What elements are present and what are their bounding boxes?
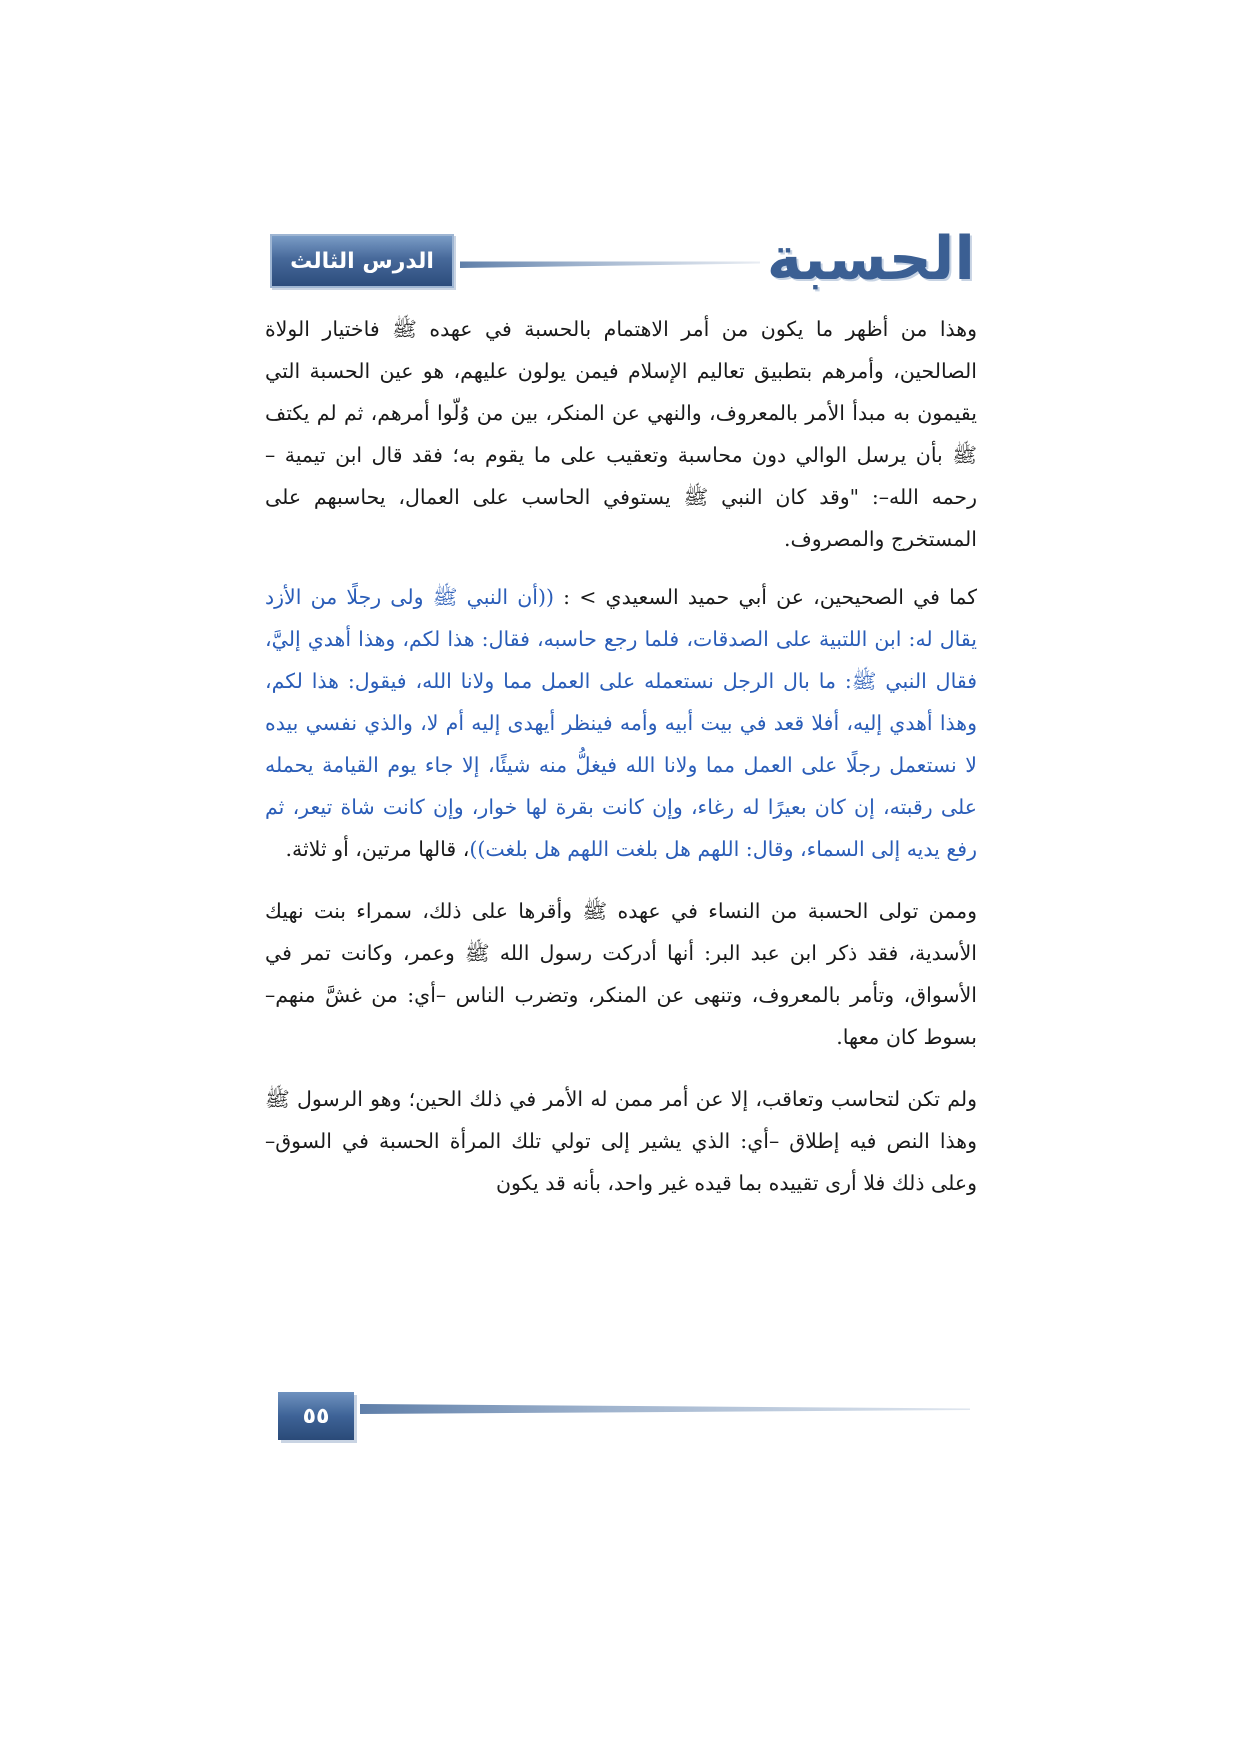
page-title: الحسبة xyxy=(766,224,975,294)
page-number: ٥٥ xyxy=(302,1403,330,1429)
hadith-outro: ، قالها مرتين، أو ثلاثة. xyxy=(285,837,470,861)
paragraph-2 xyxy=(265,576,977,870)
footer-divider xyxy=(360,1404,970,1414)
paragraph-4 xyxy=(265,1078,977,1204)
paragraph-3 xyxy=(265,890,977,1058)
paragraph-text: ولم تكن لتحاسب وتعاقب، إلا عن أمر ممن له الأمر في ذلك الحين؛ وهو الرسول ﷺ وهذا النص فيه إطلاق –أي: الذي يشير إلى تولي تلك المرأة الحسبة في السوق– وعلى ذلك فلا أرى تقييده بما قيده غير واحد، بأنه قد يكون xyxy=(265,1087,977,1195)
hadith-intro: كما في الصحيحين، عن أبي حميد السعيدي > : xyxy=(553,585,977,609)
hadith-quote: ((أن النبي ﷺ ولى رجلًا من الأزد يقال له: ابن اللتبية على الصدقات، فلما رجع حاسبه، فقال: هذا لكم، وهذا أهدي إليَّ، فقال النبي ﷺ: ما بال الرجل نستعمله على العمل مما ولانا الله، فيقول: هذا لكم، وهذا أهدي إليه، أفلا قعد في بيت أبيه وأمه فينظر أيهدى إليه أم لا، والذي نفسي بيده لا نستعمل رجلًا على العمل مما ولانا الله فيغلُّ منه شيئًا، إلا جاء يوم القيامة يحمله على رقبته، إن كان بعيرًا له رغاء، وإن كانت بقرة لها خوار، وإن كانت شاة تيعر، ثم رفع يديه إلى السماء، وقال: اللهم هل بلغت اللهم هل بلغت)) xyxy=(265,585,977,861)
paragraph-1 xyxy=(265,308,977,560)
body-text xyxy=(265,308,977,1224)
lesson-badge xyxy=(270,234,454,288)
header-divider xyxy=(460,258,760,268)
lesson-label: الدرس الثالث xyxy=(290,248,434,274)
paragraph-text: وممن تولى الحسبة من النساء في عهده ﷺ وأقرها على ذلك، سمراء بنت نهيك الأسدية، فقد ذكر ابن عبد البر: أنها أدركت رسول الله ﷺ وعمر، وكانت تمر في الأسواق، وتأمر بالمعروف، وتنهى عن المنكر، وتضرب الناس –أي: من غشَّ منهم– بسوط كان معها. xyxy=(265,899,977,1049)
paragraph-text: وهذا من أظهر ما يكون من أمر الاهتمام بالحسبة في عهده ﷺ فاختيار الولاة الصالحين، وأمرهم بتطبيق تعاليم الإسلام فيمن يولون عليهم، هو عين الحسبة التي يقيمون به مبدأ الأمر بالمعروف، والنهي عن المنكر، بين من وُلّوا أمرهم، ثم لم يكتف ﷺ بأن يرسل الوالي دون محاسبة وتعقيب على ما يقوم به؛ فقد قال ابن تيمية –رحمه الله–: "وقد كان النبي ﷺ يستوفي الحاسب على العمال، يحاسبهم على المستخرج والمصروف. xyxy=(265,317,977,551)
page-footer xyxy=(278,1392,978,1442)
page-header xyxy=(270,224,975,294)
page-number-badge xyxy=(278,1392,354,1440)
